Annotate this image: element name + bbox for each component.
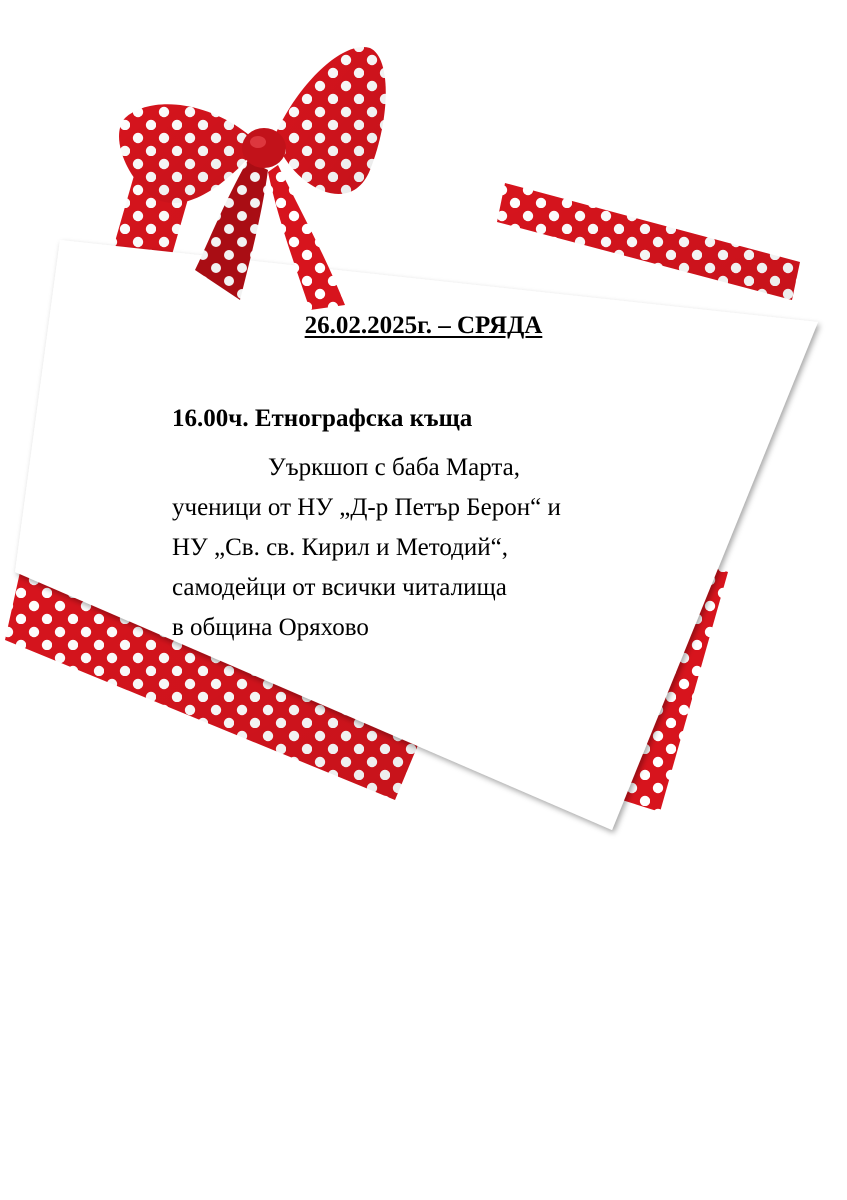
date-heading-text: 26.02.2025г. – СРЯДА bbox=[304, 312, 543, 339]
description-line: ученици от НУ „Д-р Петър Берон“ и bbox=[172, 494, 561, 521]
description-line: НУ „Св. св. Кирил и Методий“, bbox=[172, 534, 508, 561]
date-heading bbox=[0, 309, 847, 343]
event-heading: 16.00ч. Етнографска къща bbox=[172, 405, 473, 432]
event-description bbox=[172, 448, 561, 648]
description-line: Уъркшоп с баба Марта, bbox=[268, 454, 520, 481]
description-line: в община Оряхово bbox=[172, 614, 369, 641]
description-line: самодейци от всички читалища bbox=[172, 574, 507, 601]
